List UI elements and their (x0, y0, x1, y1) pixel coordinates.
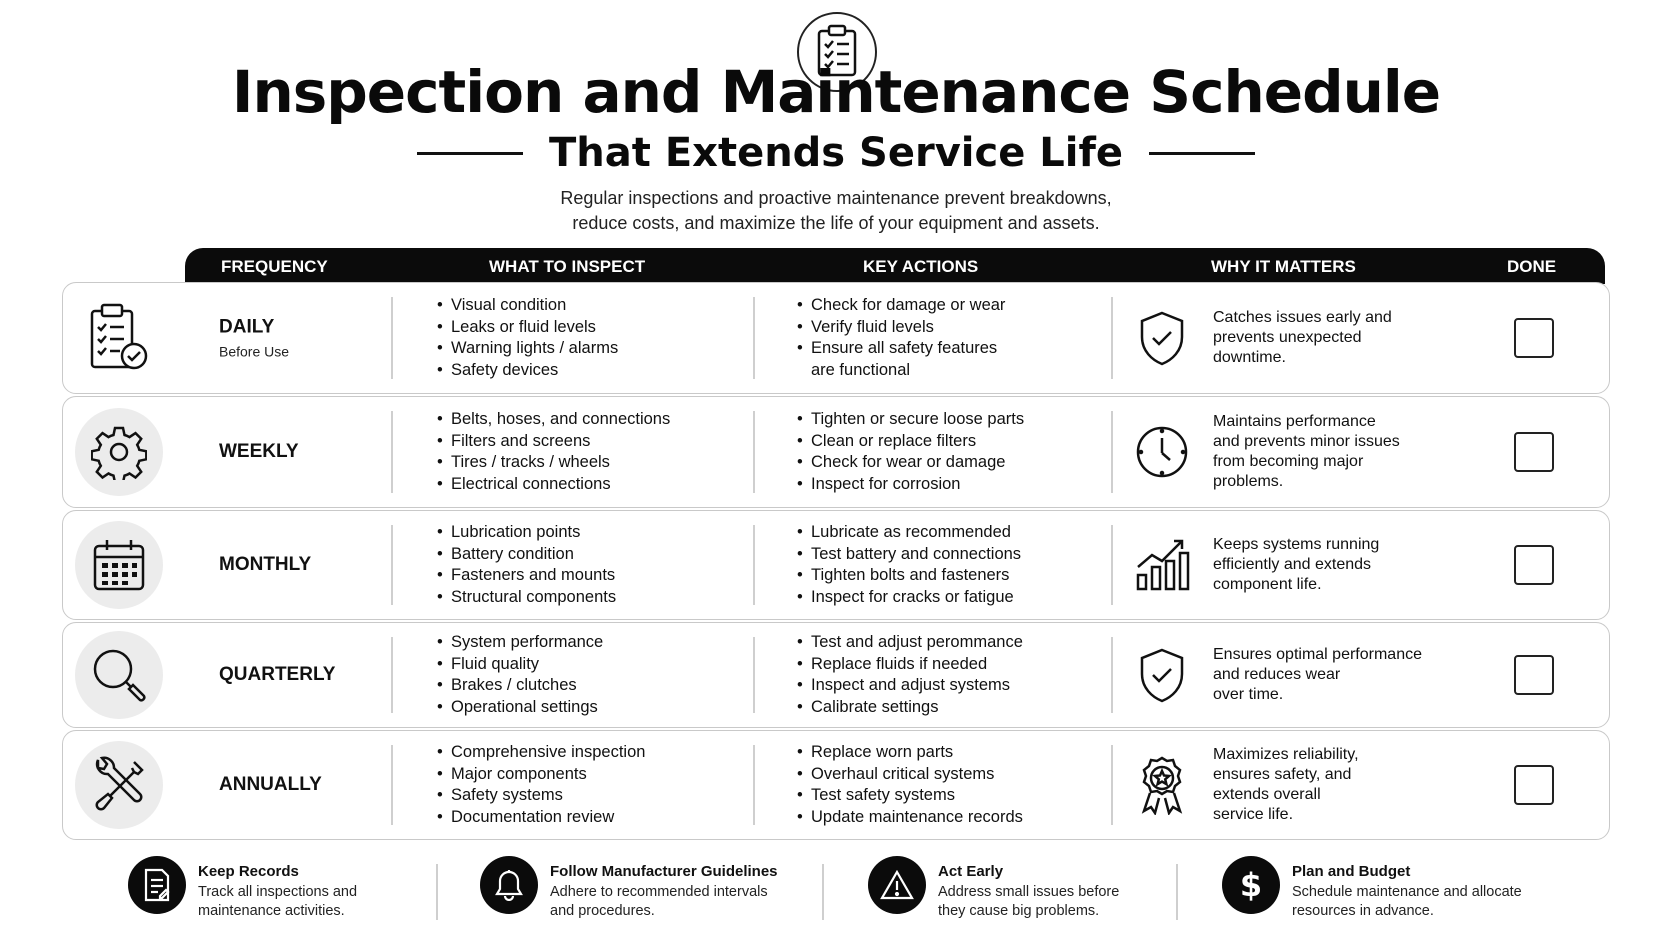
column-divider (753, 525, 755, 605)
list-item: • Tires / tracks / wheels (437, 452, 670, 474)
list-item: • Lubrication points (437, 522, 616, 544)
inspect-list (437, 295, 618, 381)
tip-title: Plan and Budget (1292, 863, 1411, 880)
list-item: • Inspect for cracks or fatigue (797, 587, 1021, 609)
list-item: • Documentation review (437, 807, 645, 829)
why-text (1213, 745, 1443, 825)
inspect-list (437, 742, 645, 828)
frequency-label: WEEKLY (219, 441, 299, 462)
list-item: • Major components (437, 764, 645, 786)
clipboard-check-icon (75, 294, 163, 382)
actions-list (797, 632, 1023, 718)
list-item: • Update maintenance records (797, 807, 1023, 829)
table-row-annually (62, 730, 1610, 840)
tip-act-early (868, 856, 1119, 921)
table-row-weekly (62, 396, 1610, 508)
list-item: • Fasteners and mounts (437, 565, 616, 587)
column-header-done: DONE (1507, 257, 1557, 276)
frequency-cell (219, 774, 322, 796)
column-header-inspect: WHAT TO INSPECT (489, 257, 646, 276)
list-item: are functional (811, 360, 911, 379)
shield-check-icon (1133, 646, 1191, 704)
bell-icon (480, 856, 538, 914)
frequency-cell (219, 664, 335, 686)
intro-text (0, 186, 1672, 236)
why-line: extends overall (1213, 786, 1321, 803)
frequency-cell (219, 317, 289, 360)
subtitle-row (0, 130, 1672, 176)
actions-list (797, 742, 1023, 828)
document-icon (128, 856, 186, 914)
column-divider (1111, 297, 1113, 379)
warning-icon (868, 856, 926, 914)
intro-line-2: reduce costs, and maximize the life of your equipment and assets. (572, 213, 1100, 233)
why-line: Ensures optimal performance (1213, 646, 1422, 663)
why-text (1213, 412, 1443, 492)
why-line: ensures safety, and (1213, 766, 1352, 783)
tip-desc: Adhere to recommended intervals and procedures. (550, 884, 768, 919)
list-item: • Fluid quality (437, 654, 603, 676)
list-item: • System performance (437, 632, 603, 654)
why-line: problems. (1213, 473, 1284, 490)
done-checkbox-annually[interactable] (1514, 765, 1554, 805)
footer-divider (822, 864, 824, 920)
done-checkbox-daily[interactable] (1514, 318, 1554, 358)
wrench-screwdriver-icon (75, 741, 163, 829)
actions-list (797, 295, 1005, 381)
why-line: efficiently and extends (1213, 556, 1372, 573)
list-item: • Ensure all safety features (797, 338, 1005, 360)
list-item: • Battery condition (437, 544, 616, 566)
clock-icon (1133, 423, 1191, 481)
tip-desc: Schedule maintenance and allocate resources in advance. (1292, 884, 1522, 919)
list-item: • Test battery and connections (797, 544, 1021, 566)
tip-title: Keep Records (198, 863, 299, 880)
done-checkbox-monthly[interactable] (1514, 545, 1554, 585)
why-line: Catches issues early and (1213, 309, 1392, 326)
column-divider (391, 525, 393, 605)
why-line: and prevents minor issues (1213, 433, 1400, 450)
column-header-frequency: FREQUENCY (221, 257, 328, 276)
inspect-list (437, 522, 616, 608)
frequency-label: ANNUALLY (219, 774, 322, 795)
why-line: component life. (1213, 576, 1322, 593)
list-item: • Filters and screens (437, 431, 670, 453)
list-item: • Calibrate settings (797, 697, 1023, 719)
actions-list (797, 522, 1021, 608)
shield-check-icon (1133, 309, 1191, 367)
column-header-why: WHY IT MATTERS (1211, 257, 1356, 276)
calendar-icon (75, 521, 163, 609)
list-item: • Overhaul critical systems (797, 764, 1023, 786)
why-line: prevents unexpected (1213, 329, 1362, 346)
column-divider (1111, 411, 1113, 493)
list-item: • Structural components (437, 587, 616, 609)
why-line: over time. (1213, 686, 1284, 703)
table-row-monthly (62, 510, 1610, 620)
list-item: • Visual condition (437, 295, 618, 317)
column-divider (1111, 637, 1113, 713)
growth-chart-icon (1133, 536, 1191, 594)
table-row-daily (62, 282, 1610, 394)
frequency-label: DAILY (219, 316, 275, 338)
award-ribbon-icon (1133, 756, 1191, 814)
why-line: Keeps systems running (1213, 536, 1380, 553)
page-title: Inspection and Maintenance Schedule (231, 58, 1441, 126)
list-item: • Test safety systems (797, 785, 1023, 807)
column-divider (1111, 525, 1113, 605)
list-item: • Lubricate as recommended (797, 522, 1021, 544)
tips-footer (0, 856, 1672, 926)
why-line: and reduces wear (1213, 666, 1341, 683)
why-line: downtime. (1213, 349, 1286, 366)
why-line: Maximizes reliability, (1213, 746, 1359, 763)
tip-plan-budget (1222, 856, 1522, 921)
table-row-quarterly (62, 622, 1610, 728)
tip-keep-records (128, 856, 357, 921)
column-divider (391, 745, 393, 825)
gear-icon (75, 408, 163, 496)
list-item: • Electrical connections (437, 474, 670, 496)
why-line: service life. (1213, 806, 1294, 823)
list-item: • Leaks or fluid levels (437, 317, 618, 339)
why-line: Maintains performance (1213, 413, 1376, 430)
column-divider (391, 411, 393, 493)
list-item: • Tighten bolts and fasteners (797, 565, 1021, 587)
column-divider (753, 637, 755, 713)
subtitle-rule-right (1149, 152, 1255, 155)
intro-line-1: Regular inspections and proactive maintenance prevent breakdowns, (560, 188, 1112, 208)
footer-divider (1176, 864, 1178, 920)
list-item: • Verify fluid levels (797, 317, 1005, 339)
frequency-label: QUARTERLY (219, 664, 336, 685)
list-item: • Safety systems (437, 785, 645, 807)
list-item: • Belts, hoses, and connections (437, 409, 670, 431)
column-divider (753, 411, 755, 493)
list-item: • Check for damage or wear (797, 295, 1005, 317)
done-checkbox-weekly[interactable] (1514, 432, 1554, 472)
frequency-cell (219, 441, 299, 463)
tip-title: Act Early (938, 863, 1004, 880)
column-header-actions: KEY ACTIONS (863, 257, 979, 276)
column-divider (391, 637, 393, 713)
dollar-icon: $ (1222, 856, 1280, 914)
why-text (1213, 308, 1443, 368)
inspect-list (437, 632, 603, 718)
actions-list (797, 409, 1024, 495)
list-item: • Brakes / clutches (437, 675, 603, 697)
table-header (185, 248, 1605, 284)
footer-divider (436, 864, 438, 920)
list-item: • Operational settings (437, 697, 603, 719)
column-divider (753, 297, 755, 379)
magnifier-icon (75, 631, 163, 719)
column-divider (1111, 745, 1113, 825)
list-item: • Warning lights / alarms (437, 338, 618, 360)
list-item: • Safety devices (437, 360, 618, 382)
frequency-sub: Before Use (219, 343, 290, 360)
frequency-cell (219, 554, 311, 576)
tip-desc: Address small issues before they cause big problems. (938, 884, 1120, 919)
column-divider (753, 745, 755, 825)
why-text (1213, 535, 1443, 595)
list-item: • Check for wear or damage (797, 452, 1024, 474)
subtitle-rule-left (417, 152, 523, 155)
list-item: • Comprehensive inspection (437, 742, 645, 764)
list-item: • Replace fluids if needed (797, 654, 1023, 676)
list-item: • Clean or replace filters (797, 431, 1024, 453)
list-item: • Test and adjust perommance (797, 632, 1023, 654)
frequency-label: MONTHLY (219, 554, 312, 575)
why-text (1213, 645, 1443, 705)
column-divider (391, 297, 393, 379)
tip-desc: Track all inspections and maintenance activities. (198, 884, 358, 919)
tip-manufacturer (480, 856, 778, 921)
inspect-list (437, 409, 670, 495)
done-checkbox-quarterly[interactable] (1514, 655, 1554, 695)
tip-title: Follow Manufacturer Guidelines (550, 863, 778, 880)
page-subtitle: That Extends Service Life (549, 130, 1123, 176)
list-item: • Tighten or secure loose parts (797, 409, 1024, 431)
list-item: • Inspect and adjust systems (797, 675, 1023, 697)
list-item: • Inspect for corrosion (797, 474, 1024, 496)
list-item: • Replace worn parts (797, 742, 1023, 764)
why-line: from becoming major (1213, 453, 1364, 470)
